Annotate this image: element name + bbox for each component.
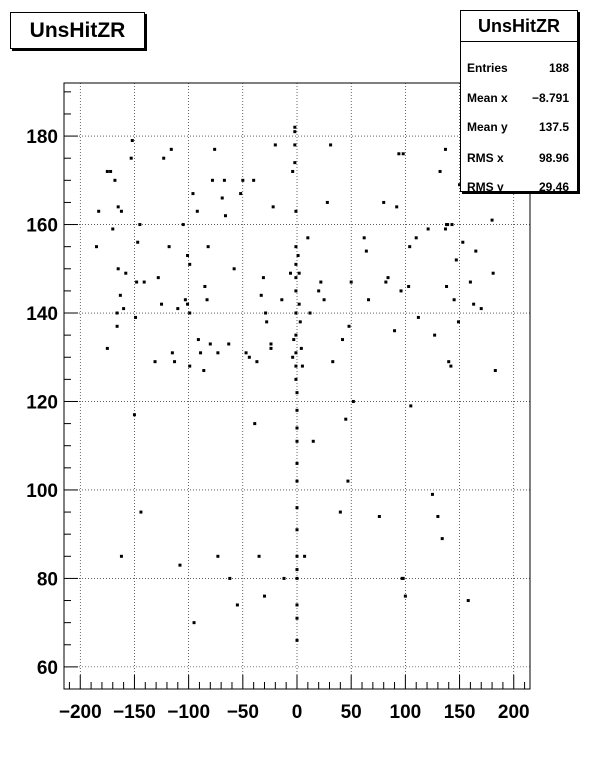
data-point [168,245,171,248]
data-point [409,404,412,407]
x-tick-label: −100 [167,702,211,723]
data-point [196,210,199,213]
x-tick-label: 100 [389,702,422,723]
data-point [348,325,351,328]
data-point [404,595,407,598]
x-tick-label: 50 [340,702,362,723]
data-point [431,493,434,496]
data-point [294,210,297,213]
data-point [300,347,303,350]
data-point [197,338,200,341]
data-point [291,356,294,359]
y-tick-label: 60 [36,657,58,679]
stat-row-entries [467,58,569,78]
data-point [274,143,277,146]
axis-ticks [64,92,525,689]
data-point [289,272,292,275]
data-point [265,320,268,323]
data-point [341,338,344,341]
data-point [292,338,295,341]
data-point [296,617,299,620]
data-point [120,210,123,213]
data-point [294,289,297,292]
data-point [258,555,261,558]
stat-value: 98.96 [538,151,569,165]
data-point [206,298,209,301]
data-point [444,148,447,151]
data-point [255,360,258,363]
data-point [444,227,447,230]
data-point [211,179,214,182]
data-point [116,312,119,315]
data-point [213,148,216,151]
stats-box [460,10,578,192]
stats-title: UnsHitZR [461,11,577,42]
y-tick-label: 140 [26,304,58,326]
data-point [176,307,179,310]
x-tick-label: 200 [497,702,530,723]
y-tick-label: 100 [26,480,58,502]
data-point [227,342,230,345]
stat-label: Mean y [467,120,508,134]
data-point [407,285,410,288]
stat-row-mean-y [467,117,569,137]
data-point [221,197,224,200]
data-point [95,245,98,248]
chart-title: UnsHitZR [10,12,145,49]
axis-tick-labels [26,127,529,723]
x-tick-label: −150 [113,702,156,723]
data-point [263,595,266,598]
data-point [319,281,322,284]
data-point [467,599,470,602]
data-point [402,152,405,155]
data-point [272,205,275,208]
data-point [120,555,123,558]
data-point [117,267,120,270]
data-point [293,143,296,146]
data-point [269,342,272,345]
data-point [186,303,189,306]
data-point [303,555,306,558]
data-point [453,298,456,301]
data-point [252,179,255,182]
data-point [228,577,231,580]
stat-label: RMS y [467,180,504,194]
data-point [178,564,181,567]
data-point [350,281,353,284]
data-point [106,170,109,173]
data-point [154,360,157,363]
data-point [157,276,160,279]
stat-value: 188 [548,61,569,75]
data-point [131,139,134,142]
data-point [294,378,297,381]
data-point [236,603,239,606]
data-point [450,223,453,226]
data-point [367,298,370,301]
data-point [241,179,244,182]
data-point [280,298,283,301]
data-point [173,360,176,363]
data-point [296,427,299,430]
data-point [439,170,442,173]
data-point [427,227,430,230]
data-point [400,289,403,292]
stat-value: 137.5 [538,120,569,134]
data-point [193,621,196,624]
data-point [447,360,450,363]
data-point [186,254,189,257]
data-point [160,303,163,306]
data-point [415,236,418,239]
data-point [294,312,297,315]
stat-label: Mean x [467,91,508,105]
data-point [294,351,297,354]
data-point [97,210,100,213]
x-tick-label: 150 [443,702,476,723]
data-point [191,192,194,195]
data-point [387,276,390,279]
data-point [111,227,114,230]
data-point [352,400,355,403]
data-point [306,236,309,239]
data-point [294,245,297,248]
data-point [317,289,320,292]
data-point [188,263,191,266]
data-point [233,267,236,270]
data-point [365,250,368,253]
data-point [395,205,398,208]
data-point [296,528,299,531]
data-point [282,577,285,580]
data-point [492,272,495,275]
data-point [130,157,133,160]
data-point [216,351,219,354]
data-point [209,342,212,345]
data-point [124,272,127,275]
data-point [293,161,296,164]
data-point [472,303,475,306]
data-point [474,250,477,253]
data-point [382,201,385,204]
data-point [113,179,116,182]
data-point [134,316,137,319]
data-point [309,312,312,315]
data-point [216,555,219,558]
data-point [294,365,297,368]
data-point [408,245,411,248]
y-tick-label: 180 [26,127,58,149]
y-tick-label: 80 [36,569,58,591]
data-point [296,440,299,443]
data-point [109,170,112,173]
data-point [223,179,226,182]
data-point [239,192,242,195]
data-point [298,272,301,275]
data-point [135,281,138,284]
data-point [298,303,301,306]
data-point [296,577,299,580]
data-point [182,223,185,226]
data-point [441,537,444,540]
data-point [397,152,400,155]
data-point [119,294,122,297]
data-point [457,320,460,323]
data-points [95,126,497,642]
data-point [296,391,299,394]
x-tick-label: −200 [58,702,102,723]
data-point [378,515,381,518]
data-point [323,298,326,301]
data-point [170,148,173,151]
data-point [480,307,483,310]
data-point [296,555,299,558]
data-point [491,219,494,222]
data-point [269,347,272,350]
data-point [294,334,297,337]
data-point [291,170,294,173]
data-point [184,298,187,301]
data-point [188,312,191,315]
data-point [106,347,109,350]
data-point [312,440,315,443]
data-point [294,263,297,266]
data-point [393,329,396,332]
data-point [294,276,297,279]
data-point [296,462,299,465]
data-point [436,515,439,518]
data-point [293,130,296,133]
data-point [494,369,497,372]
data-point [461,241,464,244]
stat-row-rms-x [467,148,569,168]
data-point [207,245,210,248]
data-point [455,258,458,261]
data-point [402,577,405,580]
data-point [469,281,472,284]
data-point [224,214,227,217]
data-point [331,360,334,363]
stat-label: RMS x [467,151,504,165]
data-point [264,312,267,315]
x-tick-label: −50 [226,702,259,723]
data-point [133,413,136,416]
data-point [122,307,125,310]
data-point [296,409,299,412]
stat-value: −8.791 [531,91,569,105]
data-point [445,285,448,288]
data-point [326,201,329,204]
x-tick-label: 0 [291,702,303,723]
data-point [297,254,300,257]
stat-row-mean-x [467,88,569,108]
data-point [296,568,299,571]
data-point [253,422,256,425]
data-point [363,236,366,239]
data-point [139,511,142,514]
data-point [449,365,452,368]
data-point [384,281,387,284]
data-point [346,480,349,483]
stat-row-rms-y [467,177,569,197]
data-point [202,369,205,372]
data-point [299,320,302,323]
data-point [339,511,342,514]
data-point [417,316,420,319]
data-point [296,506,299,509]
data-point [143,281,146,284]
data-point [262,276,265,279]
data-point [203,285,206,288]
data-point [245,351,248,354]
data-point [329,143,332,146]
data-point [199,351,202,354]
data-point [446,223,449,226]
data-point [301,365,304,368]
data-point [117,205,120,208]
data-point [296,603,299,606]
y-tick-label: 120 [26,392,58,414]
y-tick-label: 160 [26,215,58,237]
stat-value: 29.46 [538,180,569,194]
data-point [162,157,165,160]
data-point [260,294,263,297]
stat-label: Entries [467,61,508,75]
data-point [296,639,299,642]
data-point [116,325,119,328]
data-point [344,418,347,421]
data-point [433,334,436,337]
data-point [171,351,174,354]
data-point [136,241,139,244]
data-point [296,480,299,483]
data-point [138,223,141,226]
data-point [188,365,191,368]
data-point [293,126,296,129]
data-point [248,356,251,359]
